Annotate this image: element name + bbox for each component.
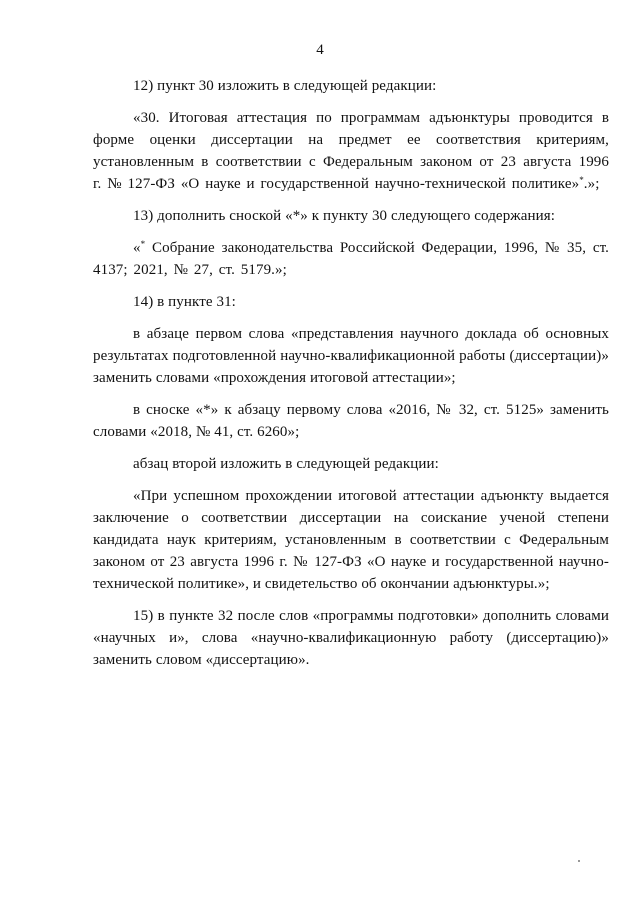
- paragraph-first-paragraph-change: в абзаце первом слова «представления научного доклада об основных результатах подготовленной научно-квалификационной работы (диссертации)» заменить словами «прохождения итоговой аттестации»;: [93, 326, 609, 386]
- paragraph-second-paragraph-text: «При успешном прохождении итоговой аттестации адъюнкту выдается заключение о соответствии диссертации на соискание ученой степени кандидата наук критериям, установленным в соответствии с Федеральным законом от 23 августа 1996 г. № 127-ФЗ «О науке и государственной научно-технической политике», и свидетельство об окончании адъюнктуры.»;: [93, 488, 609, 592]
- paragraph-tail: .»;: [583, 176, 600, 192]
- paragraph-footnote-text: [93, 237, 609, 281]
- paragraph-item-13: 13) дополнить сноской «*» к пункту 30 следующего содержания:: [133, 208, 556, 224]
- scan-speck: [578, 860, 580, 862]
- paragraph-item-14: 14) в пункте 31:: [133, 294, 236, 310]
- document-body: [93, 75, 609, 681]
- paragraph-item-15: 15) в пункте 32 после слов «программы подготовки» дополнить словами «научных и», слова «научно-квалификационную работу (диссертацию)» заменить словом «диссертацию».: [93, 608, 609, 668]
- paragraph-text: Собрание законодательства Российской Федерации, 1996, № 35, ст. 4137; 2021, № 27, ст. 5179.»;: [93, 240, 609, 278]
- footnote-marker: *: [140, 239, 146, 249]
- paragraph-second-paragraph-intro: абзац второй изложить в следующей редакции:: [133, 456, 439, 472]
- paragraph-item-12: 12) пункт 30 изложить в следующей редакции:: [133, 78, 437, 94]
- page-number: 4: [316, 42, 324, 58]
- paragraph-point-30-text: [93, 107, 609, 195]
- paragraph-lead: «: [133, 240, 141, 256]
- paragraph-text: «30. Итоговая аттестация по программам адъюнктуры проводится в форме оценки диссертации на предмет ее соответствия критериям, установленным в соответствии с Федеральным законом от 23 августа 1996 г. № 127-ФЗ «О науке и государственной научно-технической политике»: [93, 110, 609, 192]
- paragraph-footnote-change: в сноске «*» к абзацу первому слова «2016, № 32, ст. 5125» заменить словами «2018, № 41, ст. 6260»;: [93, 402, 609, 440]
- footnote-marker: *: [579, 175, 584, 185]
